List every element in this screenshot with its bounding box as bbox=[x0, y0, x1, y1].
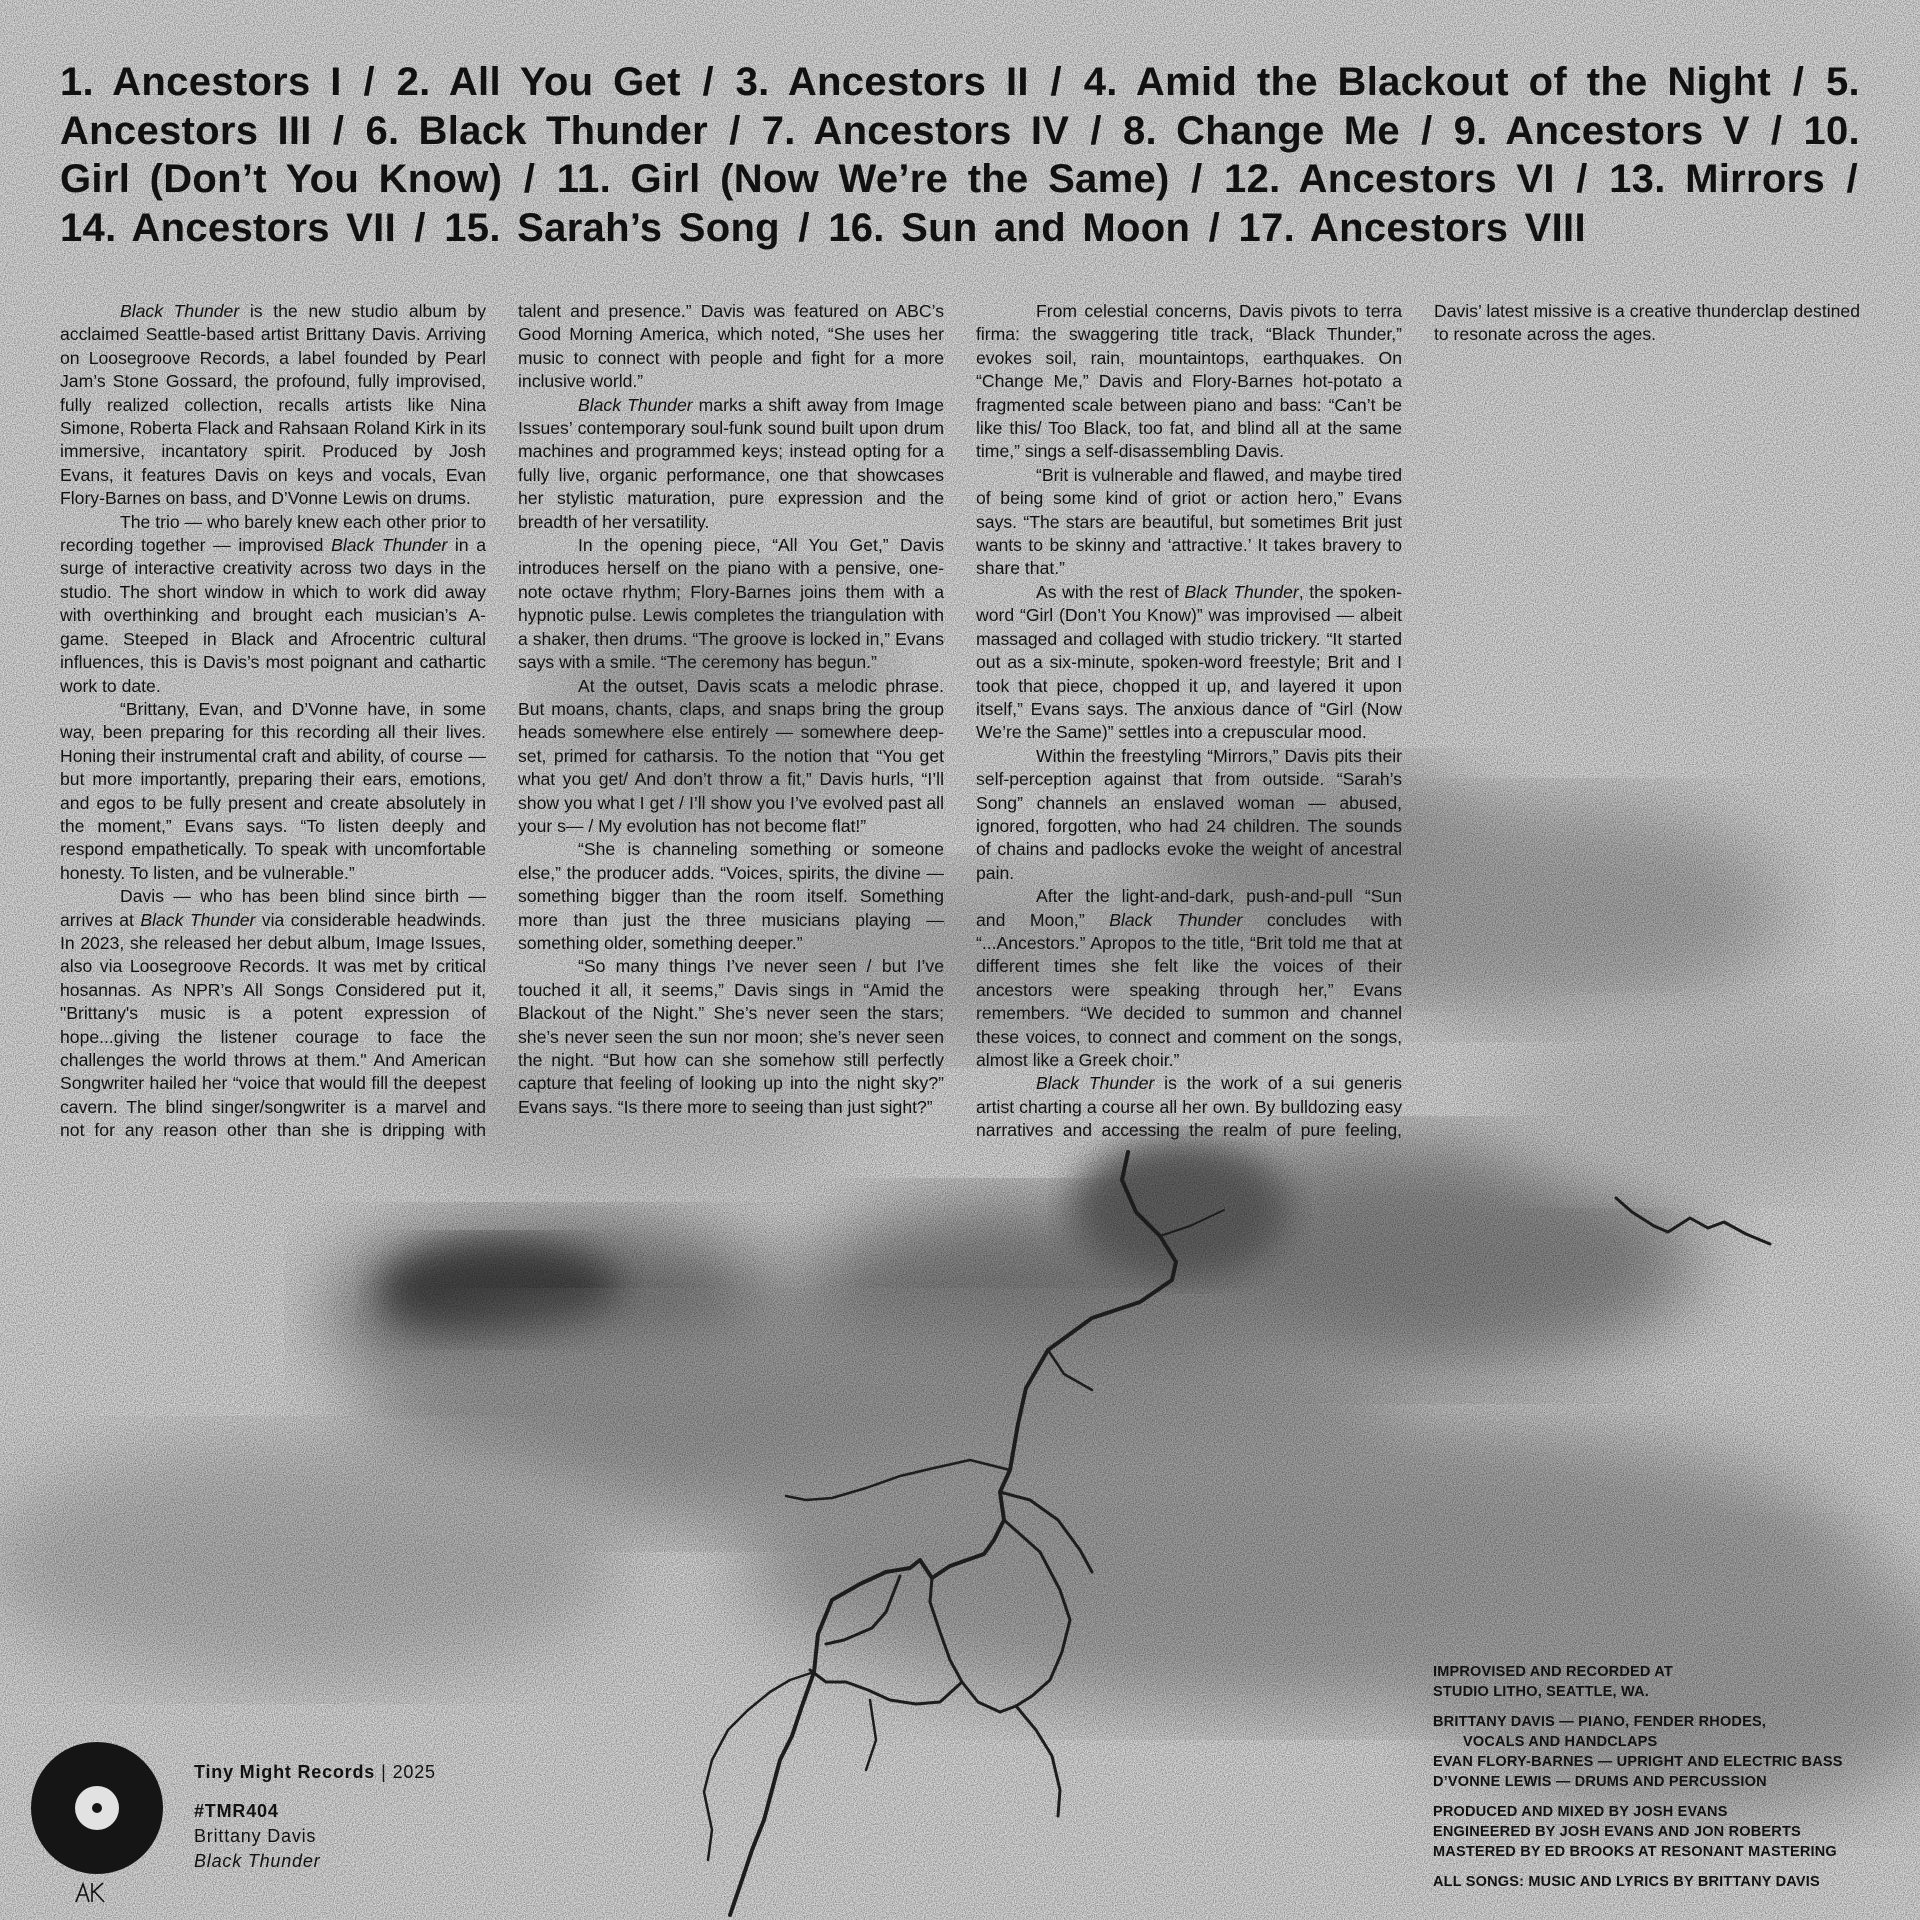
album-title-ref: Black Thunder bbox=[1109, 909, 1243, 930]
paragraph-text: marks a shift away from Image Issues’ contemporary soul-funk sound built upon drum machines and programmed keys; instead opting for a fully live, organic performance, one that showcases her stylistic maturation, pure expression and the breadth of her versatility. bbox=[518, 394, 944, 532]
track-separator: / bbox=[1576, 157, 1588, 201]
paragraph-text: “She is channeling something or someone else,” the producer adds. “Voices, spirits, the divine — something bigger than the room itself. Something more than just the three musicians playing — something older, something deeper.” bbox=[518, 839, 944, 953]
label-name: Tiny Might Records bbox=[194, 1762, 376, 1782]
track-title: 9. Ancestors V bbox=[1453, 108, 1750, 153]
label-line bbox=[194, 1760, 594, 1785]
track-title: 4. Amid the Blackout of the Night bbox=[1083, 60, 1772, 104]
track-separator: / bbox=[363, 60, 375, 104]
artist-name: Brittany Davis bbox=[194, 1826, 317, 1846]
track-title: 15. Sarah’s Song bbox=[444, 205, 780, 250]
track-title: 8. Change Me bbox=[1123, 108, 1400, 153]
paragraph-text: is the new studio album by acclaimed Seattle-based artist Brittany Davis. Arriving on Loosegroove Records, a label founded by Pearl Jam’s Stone Gossard, the profound, fully improvised, fully realized collection, recalls artists like Nina Simone, Roberta Flack and Rahsaan Roland Kirk in its immersive, incantatory spirit. Produced by Josh Evans, it features Davis on keys and vocals, Evan Flory-Barnes on bass, and D’Vonne Lewis on drums. bbox=[60, 301, 486, 509]
paragraph-text: Davis — who has been blind since birth — arrives at bbox=[60, 886, 486, 930]
ak-monogram-mark bbox=[74, 1880, 106, 1904]
release-year: 2025 bbox=[392, 1762, 436, 1782]
credit-line: VOCALS AND HANDCLAPS bbox=[1463, 1734, 1658, 1750]
paragraph-text: In the opening piece, “All You Get,” Davis introduces herself on the piano with a pensive, one-note octave rhythm; Flory-Barnes joins them with a hypnotic pulse. Lewis completes the triangulation with a shaker, then drums. “The groove is locked in,” Evans says with a smile. “The ceremony has begun.” bbox=[518, 535, 944, 673]
track-title: 11. Girl (Now We’re the Same) bbox=[556, 157, 1170, 201]
track-separator: / bbox=[1770, 108, 1783, 153]
album-name: Black Thunder bbox=[194, 1851, 321, 1871]
credit-line: BRITTANY DAVIS — PIANO, FENDER RHODES, bbox=[1433, 1714, 1767, 1730]
liner-paragraph bbox=[518, 394, 944, 534]
recording-credits bbox=[1433, 1662, 1873, 1902]
label-info bbox=[194, 1760, 594, 1874]
track-separator: / bbox=[1421, 108, 1433, 153]
credit-line: STUDIO LITHO, SEATTLE, WA. bbox=[1433, 1684, 1649, 1700]
credit-line: MASTERED BY ED BROOKS AT RESONANT MASTERING bbox=[1433, 1844, 1837, 1860]
track-separator: / bbox=[1090, 108, 1102, 153]
paragraph-text: via considerable headwinds. In 2023, she released her debut album, Image Issues, also via Loosegroove Records. It was met by critical hosannas. As NPR’s All Songs Considered put it, "Brittany's music is a potent expression of hope...giving the listener courage to face the challenges the world throws at them." And American Songwriter hailed her “voice that would fill the deepest cavern. The blind singer/songwriter is a marvel and not for any reason other than she is dripping with talent and presence.” Davis was featured on ABC’s Good Morning America, which noted, “She uses her music to connect with people and fight for a more inclusive world.” bbox=[60, 301, 944, 1141]
album-title-ref: Black Thunder bbox=[331, 535, 448, 556]
liner-paragraph bbox=[976, 464, 1402, 581]
paragraph-text: in a surge of interactive creativity across two days in the studio. The short window in which to work did away with overthinking and brought each musician’s A-game. Steeped in Black and Afrocentric cultural influences, this is Davis’s most poignant and cathartic work to date. bbox=[60, 535, 486, 696]
paragraph-text: From celestial concerns, Davis pivots to terra firma: the swaggering title track, “Black Thunder,” evokes soil, rain, mountaintops, earthquakes. On “Change Me,” Davis and Flory-Barnes hot-potato a fragmented scale between piano and bass: “Can’t be like this/ Too Black, too fat, and blind all at the same time,” sings a self-disassembling Davis. bbox=[976, 301, 1402, 462]
credit-line: ALL SONGS: MUSIC AND LYRICS BY BRITTANY DAVIS bbox=[1433, 1874, 1820, 1890]
track-separator: / bbox=[1792, 60, 1805, 104]
paragraph-text: “Brittany, Evan, and D’Vonne have, in some way, been preparing for this recording all their lives. Honing their instrumental craft and ability, of course — but more importantly, preparing their ears, emotions, and egos to be fully present and create absolutely in the moment,” Evans says. “To listen deeply and respond empathetically. To speak with uncomfortable honesty. To listen, and be vulnerable.” bbox=[60, 698, 486, 883]
paragraph-text: The trio — who barely knew each other prior to recording together — improvised bbox=[60, 511, 486, 556]
catalog-number: #TMR404 bbox=[194, 1801, 279, 1821]
paragraph-text: At the outset, Davis scats a melodic phrase. But moans, chants, claps, and snaps bring the group heads somewhere else entirely — somewhere deep-set, primed for catharsis. To the notion that “You get what you get/ And don’t throw a fit,” Davis hurls, “I’ll show you what I get / I’ll show you I’ve evolved past all your s— / My evolution has not become flat!” bbox=[518, 675, 944, 836]
paragraph-text: concludes with “...Ancestors.” Apropos to the title, “Brit told me that at different times she felt like the voices of their ancestors were speaking through her,” Evans remembers. “We decided to summon and channel these voices, to connect and comment on the songs, almost like a Greek choir.” bbox=[976, 909, 1402, 1070]
album-title-ref: Black Thunder bbox=[1036, 1073, 1155, 1094]
album-title-ref: Black Thunder bbox=[1184, 581, 1299, 602]
track-title: 5. Ancestors III bbox=[60, 60, 1860, 153]
album-title-ref: Black Thunder bbox=[140, 909, 256, 930]
credit-line: D’VONNE LEWIS — DRUMS AND PERCUSSION bbox=[1433, 1774, 1767, 1790]
credit-line: EVAN FLORY-BARNES — UPRIGHT AND ELECTRIC BASS bbox=[1433, 1754, 1843, 1770]
credit-block bbox=[1433, 1872, 1873, 1892]
paragraph-text: After the light-and-dark, push-and-pull “Sun and Moon,” bbox=[976, 886, 1402, 930]
track-separator: / bbox=[729, 108, 741, 153]
credit-line: IMPROVISED AND RECORDED AT bbox=[1433, 1664, 1673, 1680]
liner-paragraph bbox=[60, 300, 486, 511]
tracklist bbox=[60, 58, 1860, 252]
liner-paragraph bbox=[60, 511, 486, 698]
track-title: 2. All You Get bbox=[396, 60, 681, 104]
track-separator: / bbox=[1208, 205, 1221, 250]
track-separator: / bbox=[702, 60, 714, 104]
paragraph-text: , the spoken-word “Girl (Don’t You Know)” was improvised — albeit massaged and collaged with studio trickery. “It started out as a six-minute, spoken-word freestyle; Brit and I took that piece, chopped it up, and layered it upon itself,” Evans says. The anxious dance of “Girl (Now We’re the Same)” settles into a crepuscular mood. bbox=[976, 581, 1402, 743]
liner-notes bbox=[60, 300, 1860, 1160]
track-separator: / bbox=[1846, 157, 1858, 201]
track-separator: / bbox=[332, 108, 345, 153]
label-divider: | bbox=[381, 1762, 387, 1782]
track-title: 3. Ancestors II bbox=[735, 60, 1029, 104]
album-title-ref: Black Thunder bbox=[578, 394, 693, 415]
track-title: 17. Ancestors VIII bbox=[1238, 205, 1586, 250]
liner-paragraph bbox=[976, 581, 1402, 745]
credit-line: PRODUCED AND MIXED BY JOSH EVANS bbox=[1433, 1804, 1728, 1820]
track-title: 1. Ancestors I bbox=[60, 60, 342, 104]
paragraph-text: is the work of a sui generis artist charting a course all her own. By bulldozing easy narratives and accessing the realm of pure feeling, Davis’ latest missive is a creative thunderclap destined to resonate across the ages. bbox=[976, 301, 1860, 1141]
track-title: 13. Mirrors bbox=[1609, 157, 1826, 201]
liner-paragraph bbox=[976, 300, 1402, 464]
liner-paragraph bbox=[518, 955, 944, 1119]
liner-paragraph bbox=[518, 534, 944, 674]
liner-paragraph bbox=[60, 698, 486, 885]
track-separator: / bbox=[1191, 157, 1203, 201]
vinyl-record-logo-icon bbox=[30, 1741, 164, 1875]
track-title: 14. Ancestors VII bbox=[60, 205, 396, 250]
paragraph-text: “Brit is vulnerable and flawed, and maybe tired of being some kind of griot or action hero,” Evans says. “The stars are beautiful, but sometimes Brit just wants to be skinny and ‘attractive.’ It takes bravery to share that.” bbox=[976, 464, 1402, 579]
track-title: 12. Ancestors VI bbox=[1224, 157, 1555, 201]
paragraph-text: As with the rest of bbox=[1036, 581, 1185, 602]
liner-paragraph bbox=[518, 838, 944, 955]
credit-block bbox=[1433, 1802, 1873, 1862]
track-separator: / bbox=[414, 205, 426, 250]
liner-paragraph bbox=[518, 675, 944, 839]
credit-block bbox=[1433, 1712, 1873, 1792]
track-title: 10. Girl (Don’t You Know) bbox=[60, 108, 1860, 201]
credit-block bbox=[1433, 1662, 1873, 1702]
album-title-ref: Black Thunder bbox=[120, 301, 240, 321]
track-title: 7. Ancestors IV bbox=[761, 108, 1070, 153]
track-separator: / bbox=[523, 157, 536, 201]
track-separator: / bbox=[798, 205, 810, 250]
track-separator: / bbox=[1050, 60, 1062, 104]
track-title: 6. Black Thunder bbox=[365, 108, 709, 153]
liner-paragraph bbox=[976, 885, 1402, 1072]
liner-paragraph bbox=[976, 745, 1402, 885]
paragraph-text: “So many things I’ve never seen / but I’ve touched it all, it seems,” Davis sings in “Amid the Blackout of the Night.” She’s never seen the stars; she’s never seen the sun nor moon; she’s never seen the night. “But how can she somehow still perfectly capture that feeling of looking up into the night sky?” Evans says. “Is there more to seeing than just sight?” bbox=[518, 956, 944, 1117]
track-title: 16. Sun and Moon bbox=[828, 205, 1191, 250]
credit-line: ENGINEERED BY JOSH EVANS AND JON ROBERTS bbox=[1433, 1824, 1801, 1840]
paragraph-text: Within the freestyling “Mirrors,” Davis pits their self-perception against that from outside. “Sarah’s Song” channels an enslaved woman — abused, ignored, forgotten, who had 24 children. The sounds of chains and padlocks evoke the weight of ancestral pain. bbox=[976, 745, 1402, 883]
